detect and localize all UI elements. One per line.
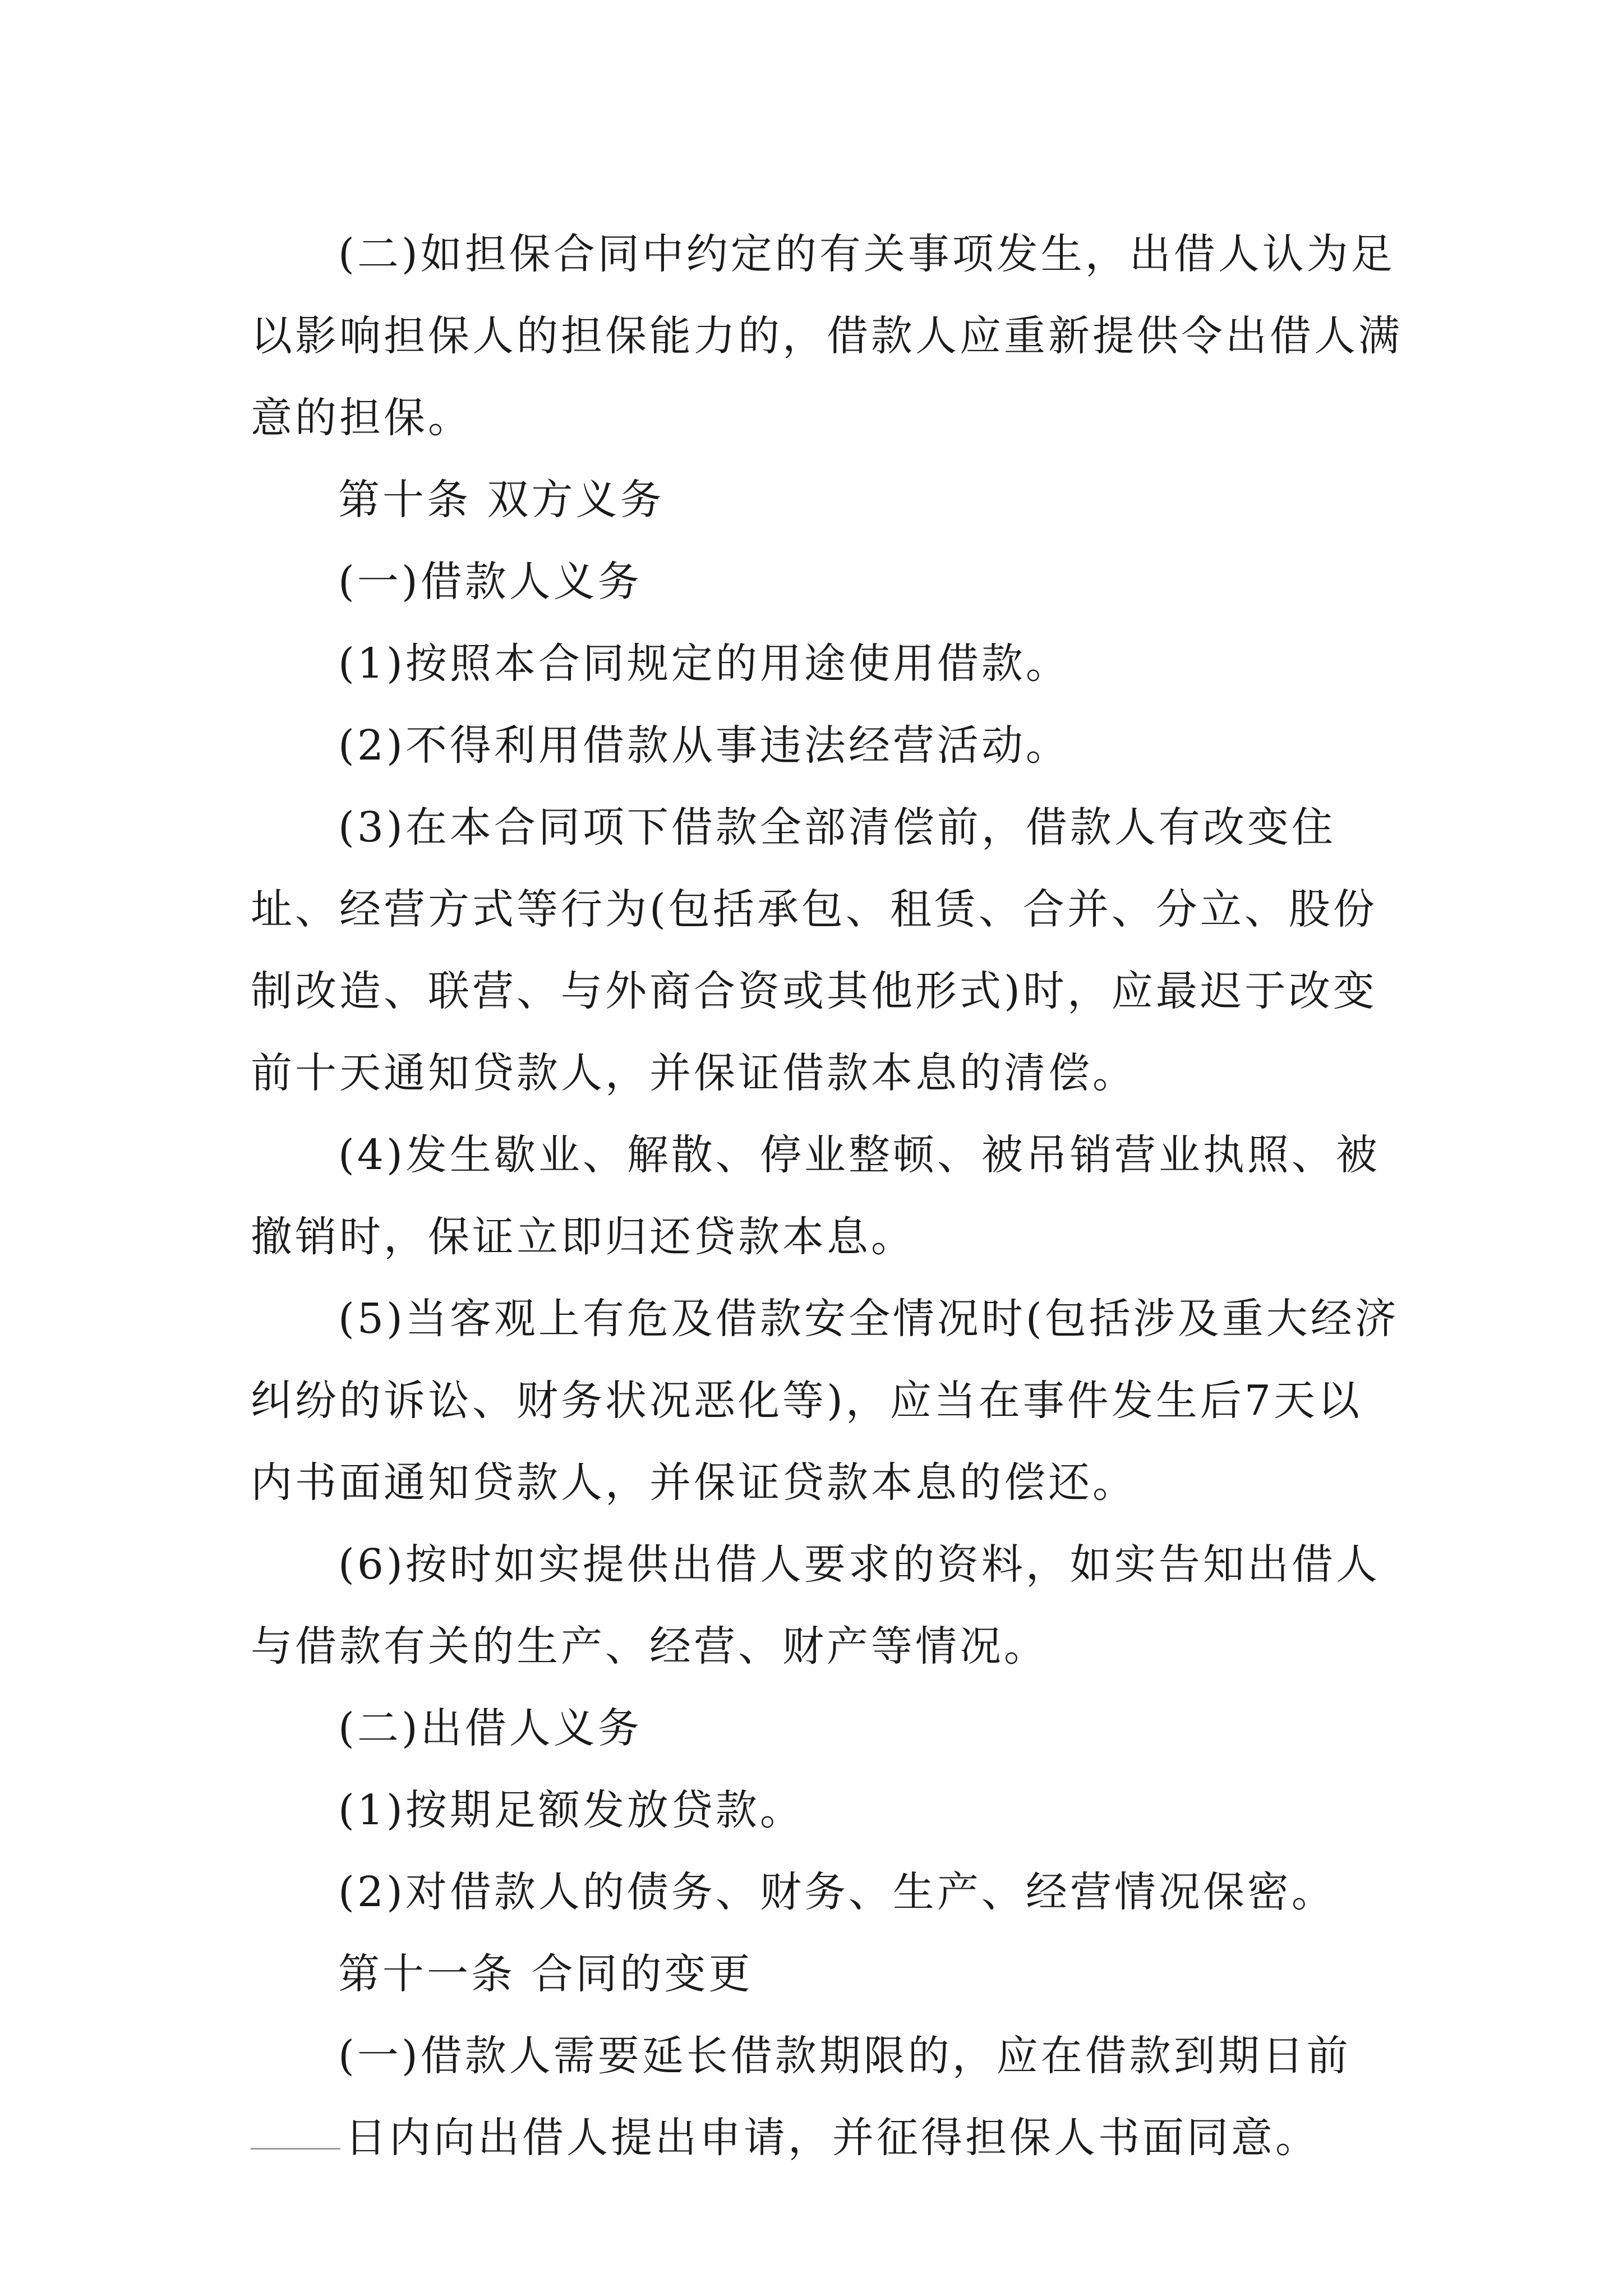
lender-obligation-1: (1)按期足额发放贷款。 [338, 1786, 804, 1834]
contract-change-clause-1-start: (一)借款人需要延长借款期限的，应在借款到期日前 [338, 2032, 1351, 2080]
borrower-obligations-heading: (一)借款人义务 [338, 558, 642, 606]
lender-obligations-heading: (二)出借人义务 [338, 1704, 642, 1752]
document-body [251, 213, 1406, 2179]
paragraph-guarantee-change: (二)如担保合同中约定的有关事项发生，出借人认为足以影响担保人的担保能力的，借款人应重新提供令出借人满意的担保。 [251, 230, 1403, 442]
borrower-obligation-6: (6)按时如实提供出借人要求的资料，如实告知出借人与借款有关的生产、经营、财产等情况。 [251, 1540, 1380, 1671]
borrower-obligation-2: (2)不得利用借款从事违法经营活动。 [338, 721, 1070, 770]
borrower-obligation-5: (5)当客观上有危及借款安全情况时(包括涉及重大经济纠纷的诉讼、财务状况恶化等)，应当在事件发生后7天以内书面通知贷款人，并保证贷款本息的偿还。 [251, 1295, 1399, 1507]
borrower-obligation-3: (3)在本合同项下借款全部清偿前，借款人有改变住址、经营方式等行为(包括承包、租赁、合并、分立、股份制改造、联营、与外商合资或其他形式)时，应最迟于改变前十天通知贷款人，并保证借款本息的清偿。 [251, 803, 1377, 1097]
contract-change-clause-1-end: 日内向出借人提出申请，并征得担保人书面同意。 [345, 2114, 1320, 2162]
borrower-obligation-1: (1)按照本合同规定的用途使用借款。 [338, 639, 1070, 688]
borrower-obligation-4: (4)发生歇业、解散、停业整顿、被吊销营业执照、被撤销时，保证立即归还贷款本息。 [251, 1131, 1380, 1261]
lender-obligation-2: (2)对借款人的债务、财务、生产、经营情况保密。 [338, 1868, 1336, 1916]
contract-change-clause-1 [251, 2015, 1406, 2179]
article-eleven-heading: 第十一条 合同的变更 [338, 1950, 753, 1998]
article-ten-heading: 第十条 双方义务 [338, 476, 665, 524]
fill-in-blank [251, 2148, 340, 2150]
